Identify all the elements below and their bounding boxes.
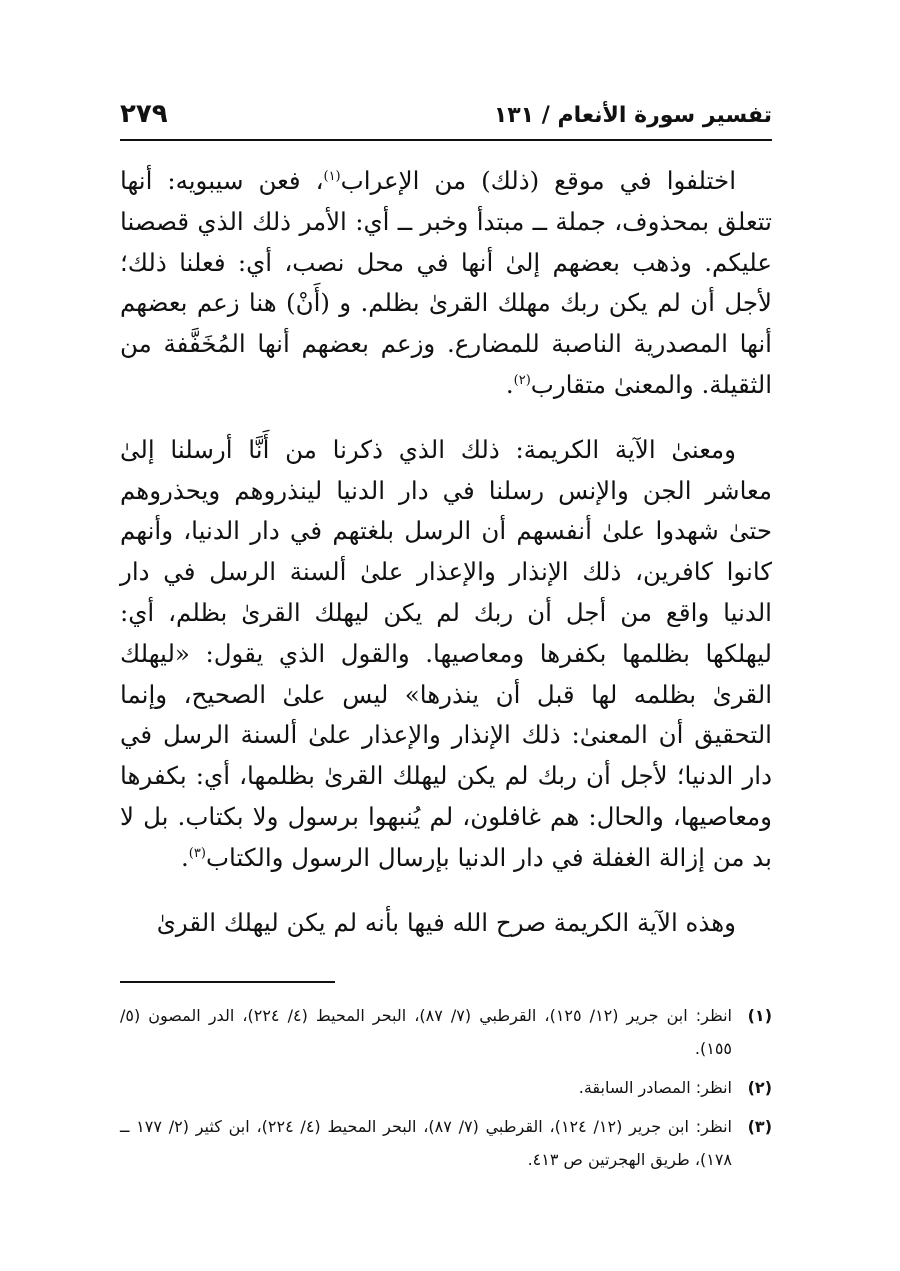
paragraph-text: ومعنىٰ الآية الكريمة: ذلك الذي ذكرنا من أَنَّا أرسلنا إلىٰ معاشر الجن والإنس رسلنا في دار الدنيا لينذروهم ويحذروهم حتىٰ شهدوا علىٰ أنفسهم أن الرسل بلغتهم في دار الدنيا، وأنهم كانوا كافرين، ذلك الإنذار والإعذار علىٰ ألسنة الرسل في دار الدنيا واقع من أجل أن ربك لم يكن ليهلك القرىٰ بظلم، أي: ليهلكها بظلمها بكفرها ومعاصيها. والقول الذي يقول: «ليهلك القرىٰ بظلمه لها قبل أن ينذرها» ليس علىٰ الصحيح، وإنما التحقيق أن المعنىٰ: ذلك الإنذار والإعذار علىٰ ألسنة الرسل في دار الدنيا؛ لأجل أن ربك لم يكن ليهلك القرىٰ بظلمها، أي: بكفرها ومعاصيها، والحال: هم غافلون، لم يُنبهوا برسول ولا بكتاب. بل لا بد من إزالة الغفلة في دار الدنيا بإرسال الرسول والكتاب xyxy=(120,434,772,872)
footnote-reference-3[interactable]: (٣) xyxy=(188,845,206,861)
main-text xyxy=(120,161,772,943)
footnote-3 xyxy=(120,1110,772,1176)
footnote-separator xyxy=(120,981,335,983)
footnote-text: انظر: ابن جرير (١٢/ ١٢٥)، القرطبي (٧/ ٨٧)، البحر المحيط (٤/ ٢٢٤)، الدر المصون (٥/ ١٥٥). xyxy=(120,1006,733,1059)
paragraph-2 xyxy=(120,430,772,879)
paragraph-text: ، فعن سيبويه: أنها تتعلق بمحذوف، جملة ــ مبتدأ وخبر ــ أي: الأمر ذلك الذي قصصنا عليكم. وذهب بعضهم إلىٰ أنها في محل نصب، أي: فعلنا ذلك؛ لأجل أن لم يكن ربك مهلك القرىٰ بظلم. و (أَنْ) هنا زعم بعضهم أنها المصدرية الناصبة للمضارع. وزعم بعضهم أنها المُخَفَّفة من الثقيلة. والمعنىٰ متقارب xyxy=(120,166,772,399)
footnote-number: (٣) xyxy=(747,1117,772,1137)
page-number: ٢٧٩ xyxy=(120,99,168,129)
footnote-1 xyxy=(120,999,772,1065)
footnote-2 xyxy=(120,1071,772,1104)
paragraph-end: . xyxy=(181,842,189,872)
footnotes xyxy=(120,999,772,1176)
footnote-number: (٢) xyxy=(747,1078,772,1098)
book-page xyxy=(120,95,772,1215)
paragraph-text: اختلفوا في موقع (ذلك) من الإعراب xyxy=(340,166,737,195)
running-title: تفسير سورة الأنعام / ١٣١ xyxy=(493,103,772,128)
footnote-text: انظر: ابن جرير (١٢/ ١٢٤)، القرطبي (٧/ ٨٧)، البحر المحيط (٤/ ٢٢٤)، ابن كثير (٢/ ١٧٧ ــ ١٧٨)، طريق الهجرتين ص ٤١٣. xyxy=(120,1117,732,1170)
footnote-number: (١) xyxy=(747,1006,772,1026)
footnote-reference-2[interactable]: (٢) xyxy=(513,372,531,388)
footnote-text: انظر: المصادر السابقة. xyxy=(578,1078,732,1098)
paragraph-3 xyxy=(120,903,772,944)
paragraph-end: . xyxy=(505,369,514,399)
paragraph-text: وهذه الآية الكريمة صرح الله فيها بأنه لم يكن ليهلك القرىٰ xyxy=(156,907,736,937)
running-header xyxy=(120,95,772,141)
paragraph-1 xyxy=(120,161,772,406)
footnote-reference-1[interactable]: (١) xyxy=(323,168,341,184)
